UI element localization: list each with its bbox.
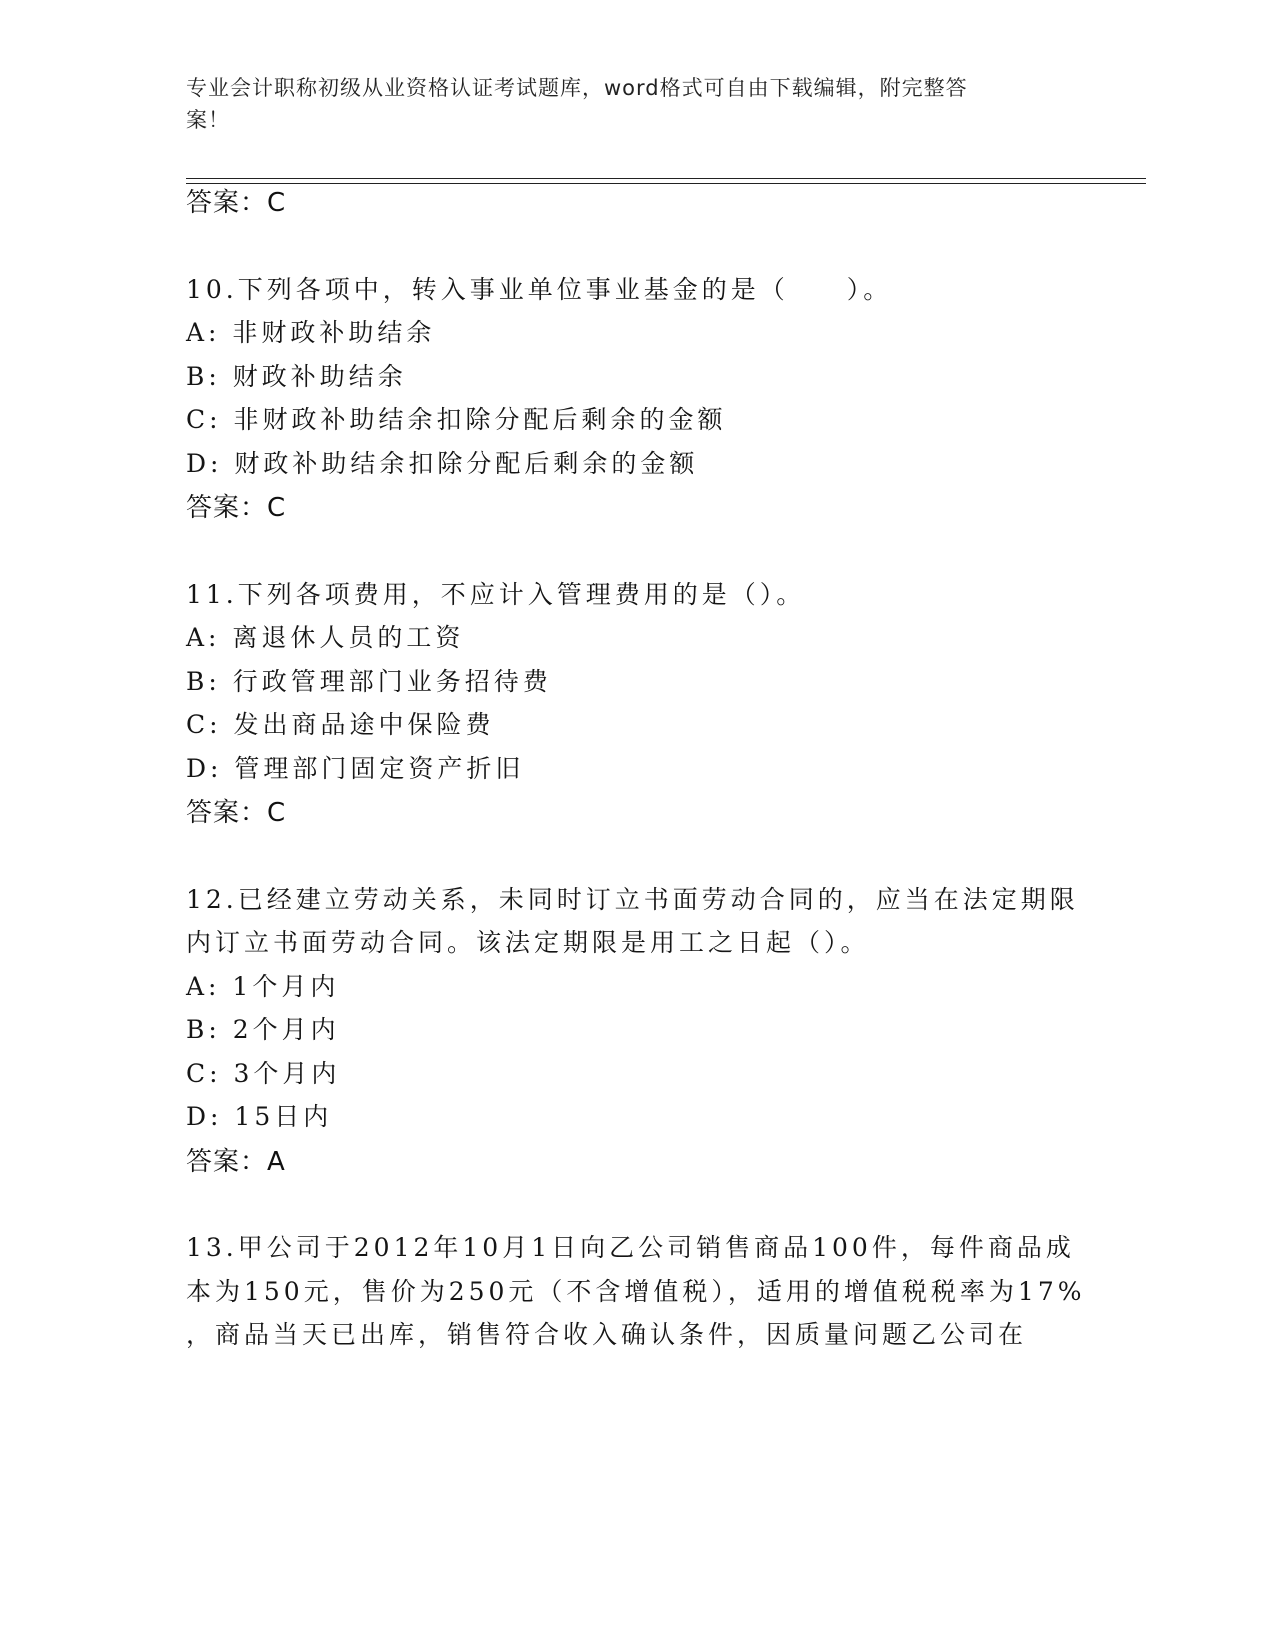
question-10-option-a: A: 非财政补助结余 bbox=[186, 318, 436, 347]
question-13-stem-line-1: 13.甲公司于2012年10月1日向乙公司销售商品100件，每件商品成 bbox=[186, 1233, 1075, 1262]
question-10-option-c: C: 非财政补助结余扣除分配后剩余的金额 bbox=[186, 405, 727, 434]
question-10-stem: 10.下列各项中，转入事业单位事业基金的是（ ）。 bbox=[186, 275, 893, 304]
question-12-answer: 答案：A bbox=[186, 1147, 286, 1177]
question-10-answer: 答案：C bbox=[186, 493, 287, 523]
header-divider-bottom bbox=[186, 183, 1146, 184]
question-12-option-a: A: 1个月内 bbox=[186, 972, 340, 1001]
question-13-stem-line-2: 本为150元，售价为250元（不含增值税），适用的增值税税率为17% bbox=[186, 1277, 1086, 1306]
answer-prev: 答案：C bbox=[186, 188, 287, 218]
question-12-stem-line-1: 12.已经建立劳动关系，未同时订立书面劳动合同的，应当在法定期限 bbox=[186, 885, 1079, 914]
question-10-option-b: B: 财政补助结余 bbox=[186, 362, 407, 391]
question-10-option-d: D: 财政补助结余扣除分配后剩余的金额 bbox=[186, 449, 699, 478]
question-11-stem: 11.下列各项费用，不应计入管理费用的是（）。 bbox=[186, 580, 806, 609]
question-11-option-a: A: 离退休人员的工资 bbox=[186, 623, 465, 652]
header-divider-top bbox=[186, 178, 1146, 179]
question-11-option-c: C: 发出商品途中保险费 bbox=[186, 710, 495, 739]
question-12-option-c: C: 3个月内 bbox=[186, 1059, 341, 1088]
question-12-option-d: D: 15日内 bbox=[186, 1102, 333, 1131]
page-header bbox=[186, 72, 1066, 136]
question-11-answer: 答案：C bbox=[186, 798, 287, 828]
question-12-option-b: B: 2个月内 bbox=[186, 1015, 340, 1044]
question-12-stem-line-2: 内订立书面劳动合同。该法定期限是用工之日起（）。 bbox=[186, 928, 870, 957]
header-line-1: 专业会计职称初级从业资格认证考试题库，word格式可自由下载编辑，附完整答 bbox=[186, 76, 968, 100]
question-11-option-b: B: 行政管理部门业务招待费 bbox=[186, 667, 552, 696]
question-13-stem-line-3: ，商品当天已出库，销售符合收入确认条件，因质量问题乙公司在 bbox=[186, 1320, 1028, 1349]
question-11-option-d: D: 管理部门固定资产折旧 bbox=[186, 754, 525, 783]
header-line-2: 案！ bbox=[186, 108, 230, 132]
